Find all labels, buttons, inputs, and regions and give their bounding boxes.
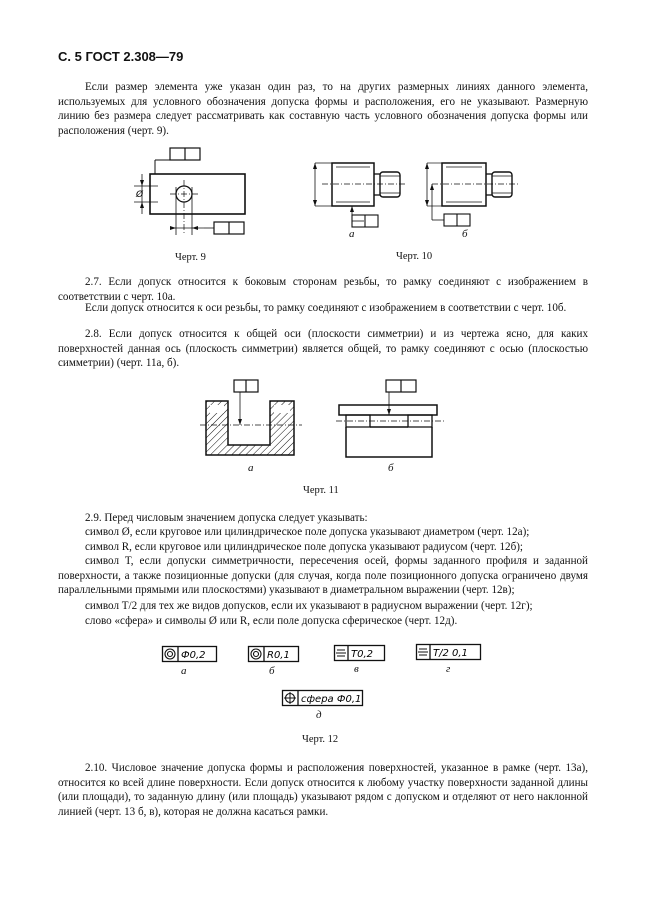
fig12c-value: T0,2 [351,649,374,660]
paragraph-intro: Если размер элемента уже указан один раз, то на других размерных линиях данного элемента, используемых для условного обозначения допуска формы и расположения, его не указывают. Размерную линию без размера следует рассматривать как составную часть условного обозначения допуска формы или расположения (черт. 9). [58,81,588,137]
paragraph-2-9-line-2: символ R, если круговое или цилиндрическое поле допуска указывают радиусом (черт. 12б); [85,541,523,553]
page-header: С. 5 ГОСТ 2.308—79 [58,49,184,64]
fig10-caption: Черт. 10 [396,251,433,262]
fig12-label-b: б [269,665,275,677]
fig12e-frame [282,690,364,707]
paragraph-2-9-line-1: символ Ø, если круговое или цилиндрическое поле допуска указывают диаметром (черт. 12а); [85,526,530,538]
fig9-drawing [130,140,260,245]
fig10a-drawing [312,158,412,238]
fig12-label-a: а [181,665,187,677]
fig12-label-d: г [446,663,451,675]
fig12-caption: Черт. 12 [302,734,339,745]
paragraph-2-9-line-5: слово «сфера» и символы Ø или R, если поле допуска сферическое (черт. 12д). [85,615,458,627]
fig12a-frame [162,646,218,663]
fig11-label-b: б [388,462,394,474]
fig9-caption: Черт. 9 [175,252,206,263]
fig9-diameter-symbol: Ø [136,190,144,200]
fig10b-drawing [424,158,524,238]
fig11-caption: Черт. 11 [303,485,339,496]
paragraph-2-7b: Если допуск относится к оси резьбы, то рамку соединяют с изображением в соответствии с черт. 10б. [85,302,567,314]
fig12d-frame [416,644,482,661]
fig12d-value: T/2 0,1 [433,648,468,659]
fig12-label-e: д [316,709,322,721]
fig11a-drawing [198,375,308,465]
paragraph-2-9-line-4: символ T/2 для тех же видов допусков, если их указывают в радиусном выражении (черт. 12г); [85,600,533,612]
fig12b-value: R0,1 [267,650,290,661]
paragraph-2-9-intro: 2.9. Перед числовым значением допуска следует указывать: [85,512,368,524]
fig12e-value: сфера Ф0,1 [301,694,362,705]
fig10-label-a: а [349,228,355,240]
fig12-label-c: в [354,663,359,675]
paragraph-2-8: 2.8. Если допуск относится к общей оси (плоскости симметрии) и из чертежа ясно, для каких поверхностей данная ось (плоскость симметрии) является общей, то рамку соединяют с осью (плоскостью симметрии) (черт. 11а, б). [58,328,588,370]
fig10-label-b: б [462,228,468,240]
paragraph-2-7a: 2.7. Если допуск относится к боковым сторонам резьбы, то рамку соединяют с изображением в соответствии с черт. 10а. [58,276,588,303]
fig12a-value: Ф0,2 [181,650,206,661]
fig11-label-a: а [248,462,254,474]
fig11b-drawing [334,375,454,465]
fig12b-frame [248,646,300,663]
fig12c-frame [334,645,386,662]
paragraph-2-10: 2.10. Числовое значение допуска формы и расположения поверхностей, указанное в рамке (черт. 13а), относится ко всей длине поверхности. Если допуск относится к любому участку поверхности заданной длины (или площади), то заданную длину (или площадь) указывают рядом с допуском и отделяют от него наклонной линией (черт. 13 б, в), которая не должна касаться рамки. [58,762,588,818]
paragraph-2-9-line-3: символ T, если допуски симметричности, пересечения осей, формы заданного профиля и заданной поверхности, а также позиционные допуски (для случая, когда поле позиционного допуска ограничено двумя параллельными прямыми или плоскостями) указывают в диаметральном выражении (черт. 12в); [58,555,588,597]
